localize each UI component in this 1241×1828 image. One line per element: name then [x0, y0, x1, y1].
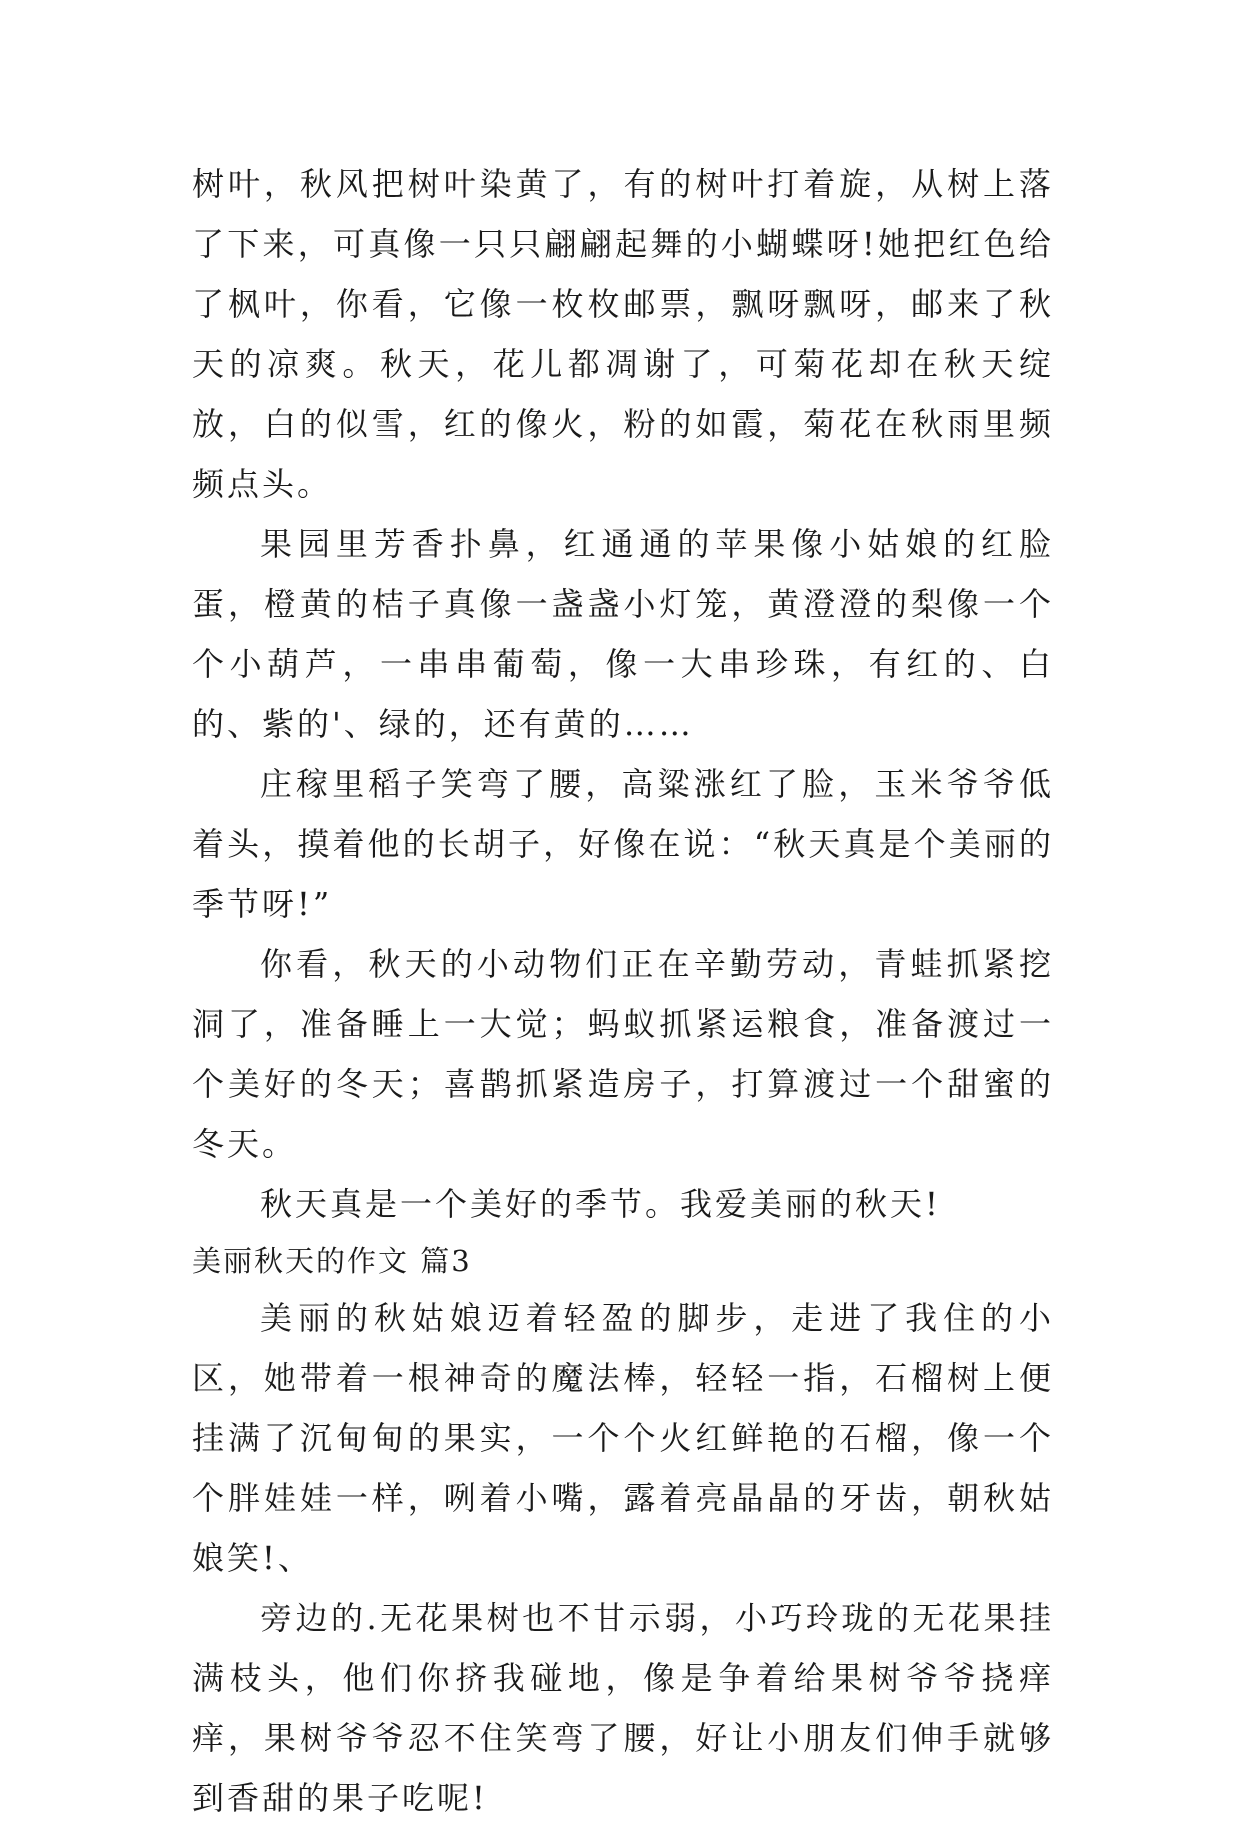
- paragraph-pomegranate: 美丽的秋姑娘迈着轻盈的脚步，走进了我住的小区，她带着一根神奇的魔法棒，轻轻一指，石榴树上便挂满了沉甸甸的果实，一个个火红鲜艳的石榴，像一个个胖娃娃一样，咧着小嘴，露着亮晶晶的牙齿，朝秋姑娘笑!、: [192, 1299, 1054, 1577]
- paragraph-crops: 庄稼里稻子笑弯了腰，高粱涨红了脸，玉米爷爷低着头，摸着他的长胡子，好像在说：“秋天真是个美丽的季节呀!”: [192, 765, 1054, 923]
- paragraph-autumn-leaves: 树叶，秋风把树叶染黄了，有的树叶打着旋，从树上落了下来，可真像一只只翩翩起舞的小蝴蝶呀!她把红色给了枫叶，你看，它像一枚枚邮票，飘呀飘呀，邮来了秋天的凉爽。秋天，花儿都凋谢了，可菊花却在秋天绽放，白的似雪，红的像火，粉的如霞，菊花在秋雨里频频点头。: [192, 165, 1054, 503]
- paragraph-orchard: 果园里芳香扑鼻，红通通的苹果像小姑娘的红脸蛋，橙黄的桔子真像一盏盏小灯笼，黄澄澄的梨像一个个小葫芦，一串串葡萄，像一大串珍珠，有红的、白的、紫的'、绿的，还有黄的……: [192, 525, 1054, 743]
- paragraph-conclusion: 秋天真是一个美好的季节。我爱美丽的秋天!: [260, 1185, 941, 1223]
- paragraph-animals: 你看，秋天的小动物们正在辛勤劳动，青蛙抓紧挖洞了，准备睡上一大觉；蚂蚁抓紧运粮食，准备渡过一个美好的冬天；喜鹊抓紧造房子，打算渡过一个甜蜜的冬天。: [192, 945, 1054, 1163]
- document-body: [192, 154, 1054, 1828]
- section-heading: 美丽秋天的作文 篇3: [192, 1244, 472, 1278]
- paragraph-fig-tree: 旁边的.无花果树也不甘示弱，小巧玲珑的无花果挂满枝头，他们你挤我碰地，像是争着给果树爷爷挠痒痒，果树爷爷忍不住笑弯了腰，好让小朋友们伸手就够到香甜的果子吃呢!: [192, 1599, 1054, 1817]
